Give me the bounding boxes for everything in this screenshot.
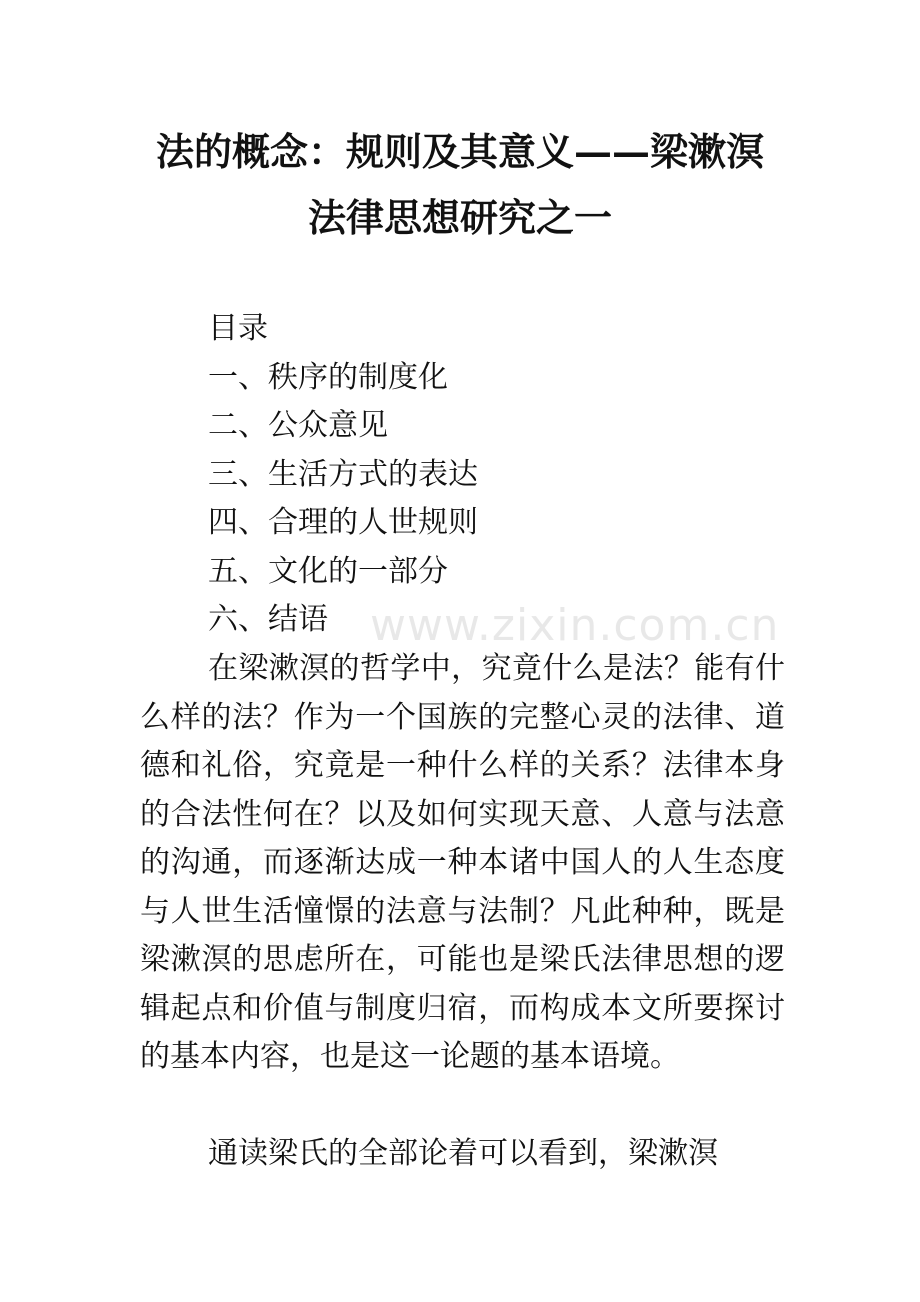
toc-item-5: 五、文化的一部分 (208, 553, 448, 589)
body-paragraph-2: 通读梁氏的全部论着可以看到，梁漱溟 (208, 1136, 718, 1171)
body-paragraph-1: 在梁漱溟的哲学中，究竟什么是法？能有什么样的法？作为一个国族的完整心灵的法律、道德和礼俗，究竟是一种什么样的关系？法律本身的合法性何在？以及如何实现天意、人意与法意的沟通，而逐渐达成一种本诸中国人的人生态度与人世生活憧憬的法意与法制？凡此种种，既是梁漱溟的思虑所在，可能也是梁氏法律思想的逻辑起点和价值与制度归宿，而构成本文所要探讨的基本内容，也是这一论题的基本语境。 (140, 651, 785, 1074)
table-of-contents (208, 305, 478, 645)
toc-item-2: 二、公众意见 (208, 408, 388, 443)
document-title-line-1: 法的概念：规则及其意义——梁漱溟 (155, 129, 764, 174)
toc-item-3: 三、生活方式的表达 (208, 456, 478, 492)
toc-item-4: 四、合理的人世规则 (208, 505, 478, 540)
toc-item-1: 一、秩序的制度化 (208, 359, 448, 395)
document-title-line-2: 法律思想研究之一 (307, 195, 612, 240)
toc-heading: 目录 (208, 311, 268, 346)
watermark: www.zixin.com.cn (370, 600, 780, 651)
toc-item-6: 六、结语 (208, 602, 328, 637)
